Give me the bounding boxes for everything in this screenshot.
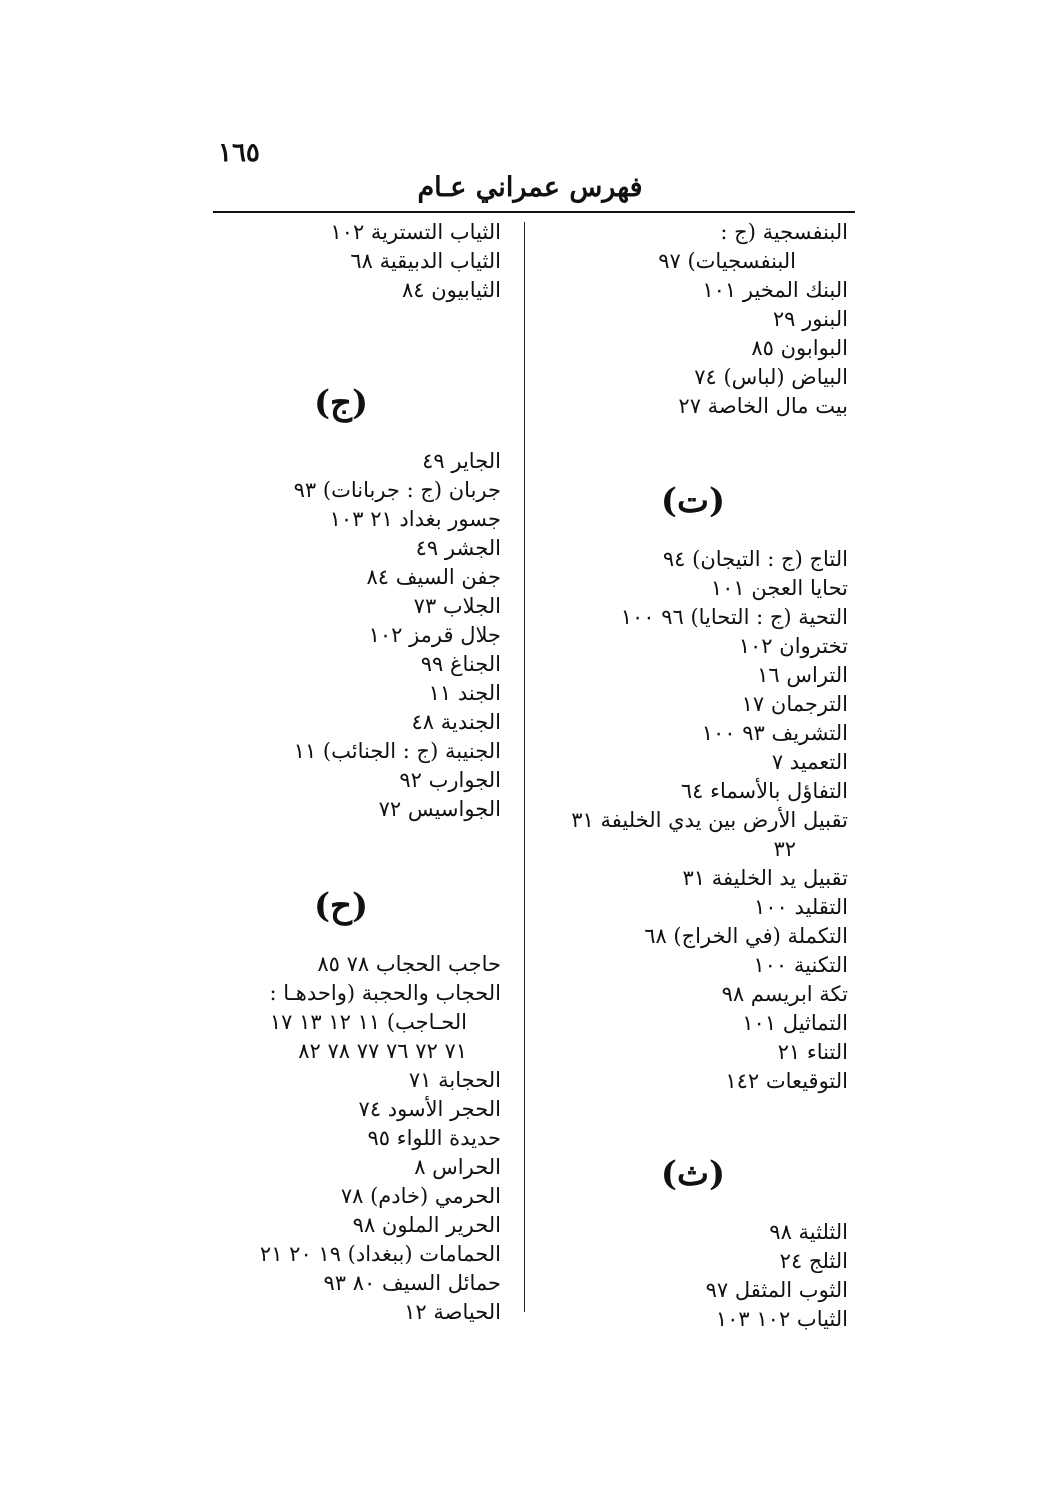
- index-entry: الترجمان ١٧: [741, 692, 848, 716]
- index-entry: الجواسيس ٧٢: [378, 797, 501, 821]
- index-entry: جسور بغداد ٢١ ١٠٣: [329, 507, 501, 531]
- index-entry: الجوارب ٩٢: [399, 768, 501, 792]
- index-entry: البنور ٢٩: [772, 307, 848, 331]
- index-entry: الثلج ٢٤: [779, 1249, 848, 1273]
- index-entry: الحرير الملون ٩٨: [352, 1213, 501, 1237]
- index-entry: الجندية ٤٨: [411, 710, 501, 734]
- index-entry: الجند ١١: [428, 681, 501, 705]
- index-entry: الثياب الدبيقية ٦٨: [350, 249, 501, 273]
- right-column: [538, 218, 848, 1334]
- index-entry: حديدة اللواء ٩٥: [367, 1126, 501, 1150]
- index-entry: الحـاجب) ١١ ١٢ ١٣ ١٧: [269, 1010, 467, 1034]
- section-ha-entries: [181, 950, 501, 1327]
- index-entry: البنك المخير ١٠١: [702, 278, 848, 302]
- index-entry: الثياب ١٠٢ ١٠٣: [715, 1307, 848, 1331]
- index-entry: تختروان ١٠٢: [738, 634, 848, 658]
- index-entry: الحجاب والحجبة (واحدهـا :: [269, 981, 501, 1005]
- index-entry: الجاير ٤٩: [422, 449, 501, 473]
- column-divider: [524, 222, 525, 1312]
- index-entry: بيت مال الخاصة ٢٧: [678, 394, 848, 418]
- index-entry: الثوب المثقل ٩٧: [705, 1278, 848, 1302]
- index-entry: ٧١ ٧٢ ٧٦ ٧٧ ٧٨ ٨٢: [298, 1039, 467, 1063]
- index-entry: الجشر ٤٩: [415, 536, 501, 560]
- index-entry: الحياصة ١٢: [404, 1300, 501, 1324]
- index-entry: البنفسجيات) ٩٧: [658, 249, 796, 273]
- index-entry: ٣٢: [773, 837, 796, 861]
- index-entry: جربان (ج : جربانات) ٩٣: [293, 478, 501, 502]
- index-entry: التراس ١٦: [757, 663, 848, 687]
- index-entry: البنفسجية (ج :: [720, 220, 848, 244]
- page-number: ١٦٥: [218, 138, 260, 168]
- index-entry: الحرمي (خادم) ٧٨: [340, 1184, 501, 1208]
- index-entry: الجلاب ٧٣: [413, 594, 501, 618]
- index-entry: الحجر الأسود ٧٤: [358, 1097, 501, 1121]
- page-title: فهرس عمراني عـام: [417, 172, 643, 203]
- index-entry: الثياب التسترية ١٠٢: [330, 220, 501, 244]
- section-heading-ha: (ح): [313, 886, 369, 926]
- index-entry: الحراس ٨: [414, 1155, 501, 1179]
- index-entry: البوابون ٨٥: [751, 336, 848, 360]
- index-entry: الحمامات (ببغداد) ١٩ ٢٠ ٢١: [259, 1242, 501, 1266]
- index-entry: التناء ٢١: [777, 1040, 848, 1064]
- index-entry: التشريف ٩٣ ١٠٠: [701, 721, 848, 745]
- header-rule: [213, 211, 855, 213]
- left-column: [181, 218, 501, 1327]
- right-top-entries: [538, 218, 848, 421]
- index-entry: التماثيل ١٠١: [742, 1011, 848, 1035]
- index-entry: التاج (ج : التيجان) ٩٤: [662, 547, 848, 571]
- index-entry: تقبيل الأرض بين يدي الخليفة ٣١: [571, 808, 848, 832]
- index-entry: التكنية ١٠٠: [753, 953, 848, 977]
- index-entry: حاجب الحجاب ٧٨ ٨٥: [317, 952, 501, 976]
- index-entry: الجنيبة (ج : الجنائب) ١١: [293, 739, 501, 763]
- index-entry: التكملة (في الخراج) ٦٨: [644, 924, 848, 948]
- index-entry: تحايا العجن ١٠١: [710, 576, 848, 600]
- index-entry: الثلثية ٩٨: [769, 1220, 848, 1244]
- index-entry: الثيابيون ٨٤: [402, 278, 501, 302]
- left-top-entries: [181, 218, 501, 305]
- index-entry: جفن السيف ٨٤: [366, 565, 501, 589]
- section-jim-entries: [181, 447, 501, 824]
- section-heading-ta: (ت): [660, 481, 726, 521]
- section-ta-entries: [538, 545, 848, 1096]
- index-entry: التقليد ١٠٠: [753, 895, 848, 919]
- section-heading-jim: (ج): [313, 383, 369, 423]
- section-tha-entries: [538, 1218, 848, 1334]
- index-entry: تكة ابريسم ٩٨: [721, 982, 848, 1006]
- index-entry: تقبيل يد الخليفة ٣١: [682, 866, 848, 890]
- index-entry: الجناغ ٩٩: [420, 652, 501, 676]
- section-heading-tha: (ث): [660, 1154, 726, 1194]
- index-entry: التحية (ج : التحايا) ٩٦ ١٠٠: [620, 605, 848, 629]
- index-entry: التوقيعات ١٤٢: [725, 1069, 848, 1093]
- index-entry: التعميد ٧: [771, 750, 848, 774]
- index-entry: جلال قرمز ١٠٢: [368, 623, 501, 647]
- index-entry: البياض (لباس) ٧٤: [694, 365, 848, 389]
- index-entry: التفاؤل بالأسماء ٦٤: [680, 779, 848, 803]
- index-entry: حمائل السيف ٨٠ ٩٣: [323, 1271, 501, 1295]
- index-entry: الحجابة ٧١: [408, 1068, 501, 1092]
